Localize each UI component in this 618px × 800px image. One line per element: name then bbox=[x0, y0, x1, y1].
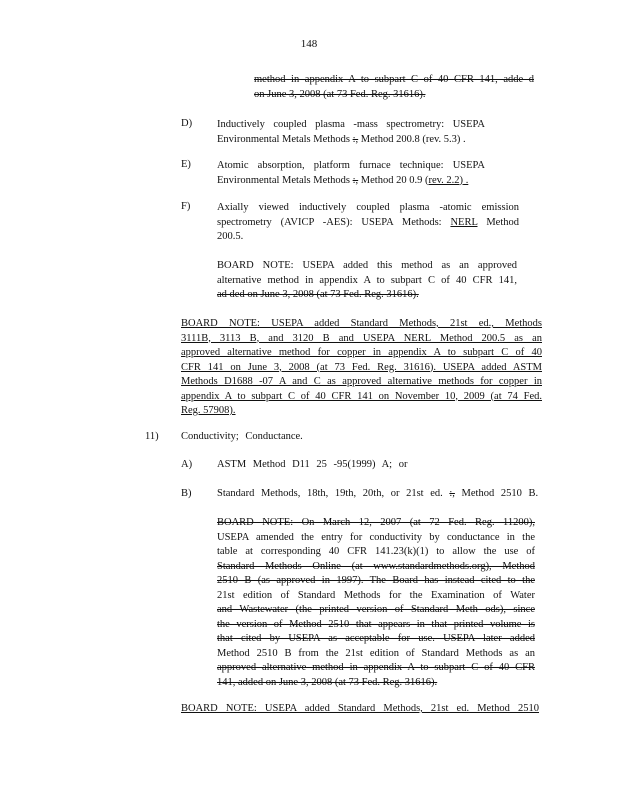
text-line: 141, added on June 3, 2008 (at 73 Fed. Reg. 31616). bbox=[217, 676, 438, 688]
text-line: Reg. 57908). bbox=[181, 405, 236, 416]
text-line: the version of Method 2510 that appears in that printed volume is bbox=[217, 618, 535, 630]
text-line: that cited by USEPA as acceptable for use. USEPA later added bbox=[217, 633, 535, 644]
text-line: BOARD NOTE: USEPA added this method as an approved bbox=[217, 260, 517, 271]
item-label-d: D) bbox=[181, 118, 193, 129]
item-11a-text: ASTM Method D11 25 -95(1999) A; or bbox=[217, 459, 408, 470]
board-note-conductivity bbox=[217, 516, 535, 690]
item-label-11b: B) bbox=[181, 488, 192, 499]
text-line: 200.5. bbox=[217, 231, 244, 242]
item-label-f: F) bbox=[181, 201, 191, 212]
text-line: BOARD NOTE: USEPA added Standard Methods, 21st ed., Methods bbox=[181, 318, 542, 329]
text-line: USEPA amended the entry for conductivity by conductance in the bbox=[217, 531, 535, 543]
item-label-11a: A) bbox=[181, 459, 193, 470]
text-line: 2510 B (as approved in 1997). The Board has instead cited to the bbox=[217, 575, 535, 586]
text-line: Environmental Metals Methods :, Method 200.8 (rev. 5.3) . bbox=[217, 133, 466, 145]
item-label-e: E) bbox=[181, 159, 191, 170]
text-line: appendix A to subpart C of 40 CFR 141 on November 10, 2009 (at 74 Fed. bbox=[181, 390, 542, 402]
item-f-text bbox=[217, 201, 519, 245]
text-line: Inductively coupled plasma -mass spectrometry: USEPA bbox=[217, 119, 485, 130]
item-11b-text: Standard Methods, 18th, 19th, 20th, or 21st ed. :, Method 2510 B. bbox=[217, 488, 539, 499]
text-line: 3111B, 3113 B, and 3120 B and USEPA NERL Method 200.5 as an bbox=[181, 332, 542, 344]
text-line: alternative method in appendix A to subpart C of 40 CFR 141, bbox=[217, 274, 517, 286]
item-e-text bbox=[217, 159, 485, 188]
text-line: BOARD NOTE: On March 12, 2007 (at 72 Fed. Reg. 11200), bbox=[217, 517, 535, 528]
text-line: approved alternative method for copper in appendix A to subpart C of 40 bbox=[181, 347, 542, 358]
text-line: Methods D1688 -07 A and C as approved alternative methods for copper in bbox=[181, 376, 542, 387]
struck-fragment-top bbox=[254, 73, 534, 102]
text-line: CFR 141 on June 3, 2008 (at 73 Fed. Reg. 31616). USEPA added ASTM bbox=[181, 361, 542, 373]
text-line: Method 2510 B from the 21st edition of Standard Methods as an bbox=[217, 647, 535, 659]
page-number: 148 bbox=[300, 38, 318, 50]
item-label-11: 11) bbox=[145, 431, 159, 442]
text-line: method in appendix A to subpart C of 40 CFR 141, adde d bbox=[254, 74, 534, 85]
text-line: and Wastewater (the printed version of Standard Meth ods), since bbox=[217, 604, 535, 615]
text-line: on June 3, 2008 (at 73 Fed. Reg. 31616). bbox=[254, 88, 426, 100]
text-line: Environmental Metals Methods :, Method 20 0.9 (rev. 2.2) . bbox=[217, 174, 469, 186]
board-note-bottom bbox=[181, 702, 539, 717]
board-note-f bbox=[217, 259, 517, 303]
text-line: approved alternative method in appendix A to subpart C of 40 CFR bbox=[217, 662, 535, 673]
text-line: table at corresponding 40 CFR 141.23(k)(1) to allow the use of bbox=[217, 546, 535, 557]
board-note-copper bbox=[181, 317, 542, 419]
text-line: Axially viewed inductively coupled plasma -atomic emission bbox=[217, 202, 519, 213]
item-11-text: Conductivity; Conductance. bbox=[181, 431, 303, 442]
text-line: ad ded on June 3, 2008 (at 73 Fed. Reg. 31616). bbox=[217, 289, 419, 300]
text-line: BOARD NOTE: USEPA added Standard Methods, 21st ed. Method 2510 bbox=[181, 703, 539, 714]
text-line: Standard Methods Online (at www.standardmethods.org), Method bbox=[217, 560, 535, 572]
text-line: spectrometry (AVICP -AES): USEPA Methods: NERL Method bbox=[217, 216, 519, 228]
text-line: Atomic absorption, platform furnace technique: USEPA bbox=[217, 160, 485, 171]
item-d-text bbox=[217, 118, 485, 147]
text-line: 21st edition of Standard Methods for the Examination of Water bbox=[217, 589, 535, 601]
